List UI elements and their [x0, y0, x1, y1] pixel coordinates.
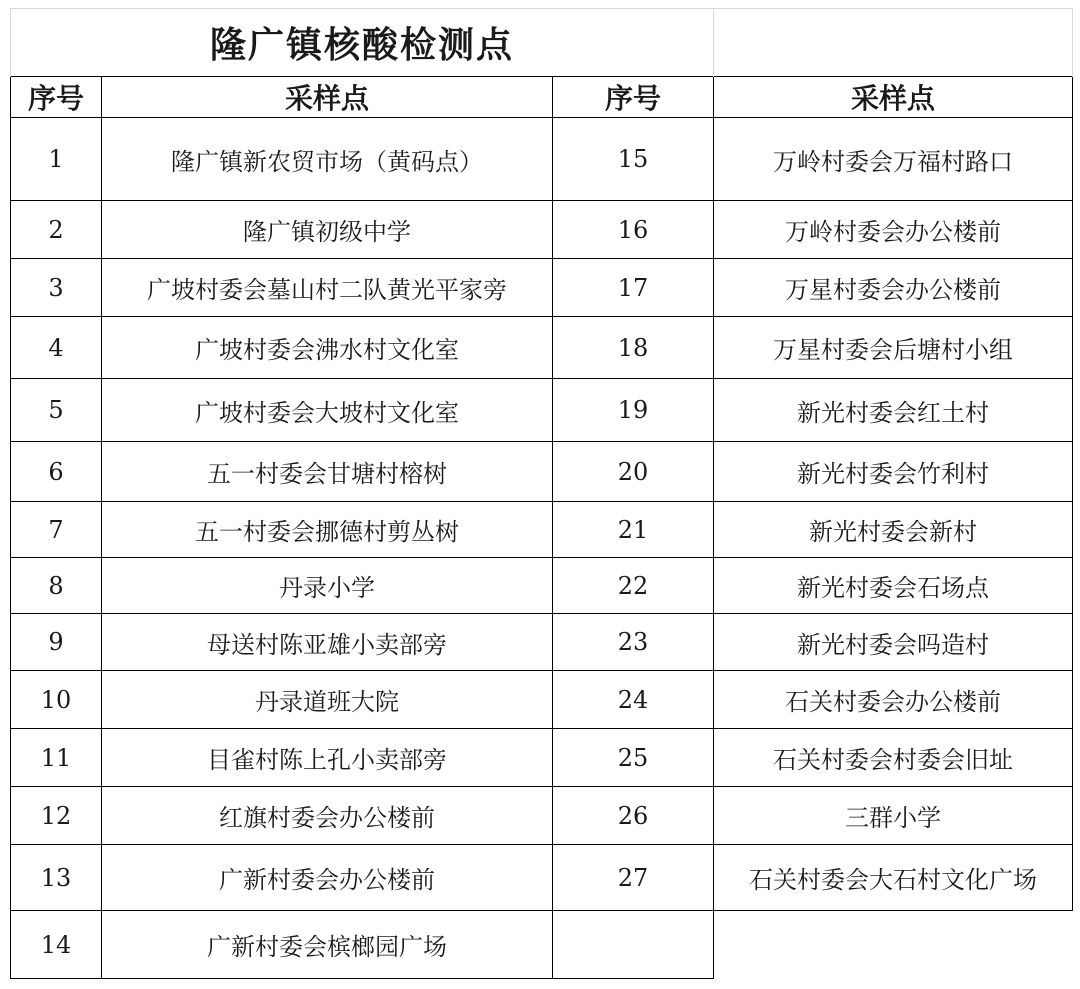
- header-site-right: 采样点: [714, 77, 1073, 118]
- table-row: [11, 201, 1073, 259]
- row-number: 2: [11, 201, 102, 259]
- row-number: 7: [11, 502, 102, 558]
- row-number: 1: [11, 118, 102, 201]
- table-row: [11, 502, 1073, 558]
- row-number: 11: [11, 729, 102, 787]
- header-seq-left: 序号: [11, 77, 102, 118]
- row-number: 25: [553, 729, 714, 787]
- sampling-site: 万岭村委会万福村路口: [714, 118, 1073, 201]
- table-row: [11, 911, 1073, 979]
- row-number: 8: [11, 558, 102, 614]
- sampling-site: 石关村委会大石村文化广场: [714, 845, 1073, 911]
- sampling-site: 隆广镇初级中学: [102, 201, 553, 259]
- sampling-site: 广新村委会办公楼前: [102, 845, 553, 911]
- table-row: [11, 787, 1073, 845]
- sampling-site: 母送村陈亚雄小卖部旁: [102, 614, 553, 671]
- sampling-site: 广坡村委会大坡村文化室: [102, 379, 553, 442]
- row-number: 12: [11, 787, 102, 845]
- row-number: 9: [11, 614, 102, 671]
- row-number: 24: [553, 671, 714, 729]
- empty-cell: [714, 911, 1073, 979]
- row-number: 16: [553, 201, 714, 259]
- header-seq-right: 序号: [553, 77, 714, 118]
- page-title: 隆广镇核酸检测点: [11, 9, 714, 77]
- sampling-site: 三群小学: [714, 787, 1073, 845]
- sampling-site: 石关村委会村委会旧址: [714, 729, 1073, 787]
- row-number: 17: [553, 259, 714, 317]
- table-row: [11, 317, 1073, 379]
- header-site-left: 采样点: [102, 77, 553, 118]
- row-number: [553, 911, 714, 979]
- sampling-site: 丹录道班大院: [102, 671, 553, 729]
- sampling-site: 新光村委会吗造村: [714, 614, 1073, 671]
- row-number: 19: [553, 379, 714, 442]
- table-row: [11, 442, 1073, 502]
- row-number: 15: [553, 118, 714, 201]
- row-number: 27: [553, 845, 714, 911]
- sampling-site: 广坡村委会沸水村文化室: [102, 317, 553, 379]
- row-number: 10: [11, 671, 102, 729]
- table-row: [11, 259, 1073, 317]
- row-number: 20: [553, 442, 714, 502]
- sampling-site: 五一村委会挪德村剪丛树: [102, 502, 553, 558]
- table-row: [11, 729, 1073, 787]
- sampling-site: 万岭村委会办公楼前: [714, 201, 1073, 259]
- row-number: 18: [553, 317, 714, 379]
- sampling-site: 新光村委会竹利村: [714, 442, 1073, 502]
- sampling-site: 万星村委会办公楼前: [714, 259, 1073, 317]
- row-number: 4: [11, 317, 102, 379]
- title-blank-cell: [714, 9, 1073, 77]
- table-row: [11, 558, 1073, 614]
- table-row: [11, 845, 1073, 911]
- sampling-site: 万星村委会后塘村小组: [714, 317, 1073, 379]
- row-number: 22: [553, 558, 714, 614]
- header-row: [11, 77, 1073, 118]
- sampling-site: 目雀村陈上孔小卖部旁: [102, 729, 553, 787]
- row-number: 21: [553, 502, 714, 558]
- row-number: 5: [11, 379, 102, 442]
- row-number: 3: [11, 259, 102, 317]
- sampling-site: 新光村委会新村: [714, 502, 1073, 558]
- sampling-site: 广新村委会槟榔园广场: [102, 911, 553, 979]
- testing-sites-table-wrapper: [10, 8, 1072, 979]
- sampling-site: 新光村委会红土村: [714, 379, 1073, 442]
- table-row: [11, 614, 1073, 671]
- sampling-site: 隆广镇新农贸市场（黄码点）: [102, 118, 553, 201]
- sampling-site: 石关村委会办公楼前: [714, 671, 1073, 729]
- row-number: 13: [11, 845, 102, 911]
- row-number: 23: [553, 614, 714, 671]
- row-number: 14: [11, 911, 102, 979]
- table-row: [11, 379, 1073, 442]
- table-row: [11, 671, 1073, 729]
- testing-sites-table: [10, 8, 1073, 979]
- sampling-site: 广坡村委会墓山村二队黄光平家旁: [102, 259, 553, 317]
- sampling-site: 丹录小学: [102, 558, 553, 614]
- row-number: 6: [11, 442, 102, 502]
- sampling-site: 五一村委会甘塘村榕树: [102, 442, 553, 502]
- table-row: [11, 118, 1073, 201]
- sampling-site: 新光村委会石场点: [714, 558, 1073, 614]
- sampling-site: 红旗村委会办公楼前: [102, 787, 553, 845]
- row-number: 26: [553, 787, 714, 845]
